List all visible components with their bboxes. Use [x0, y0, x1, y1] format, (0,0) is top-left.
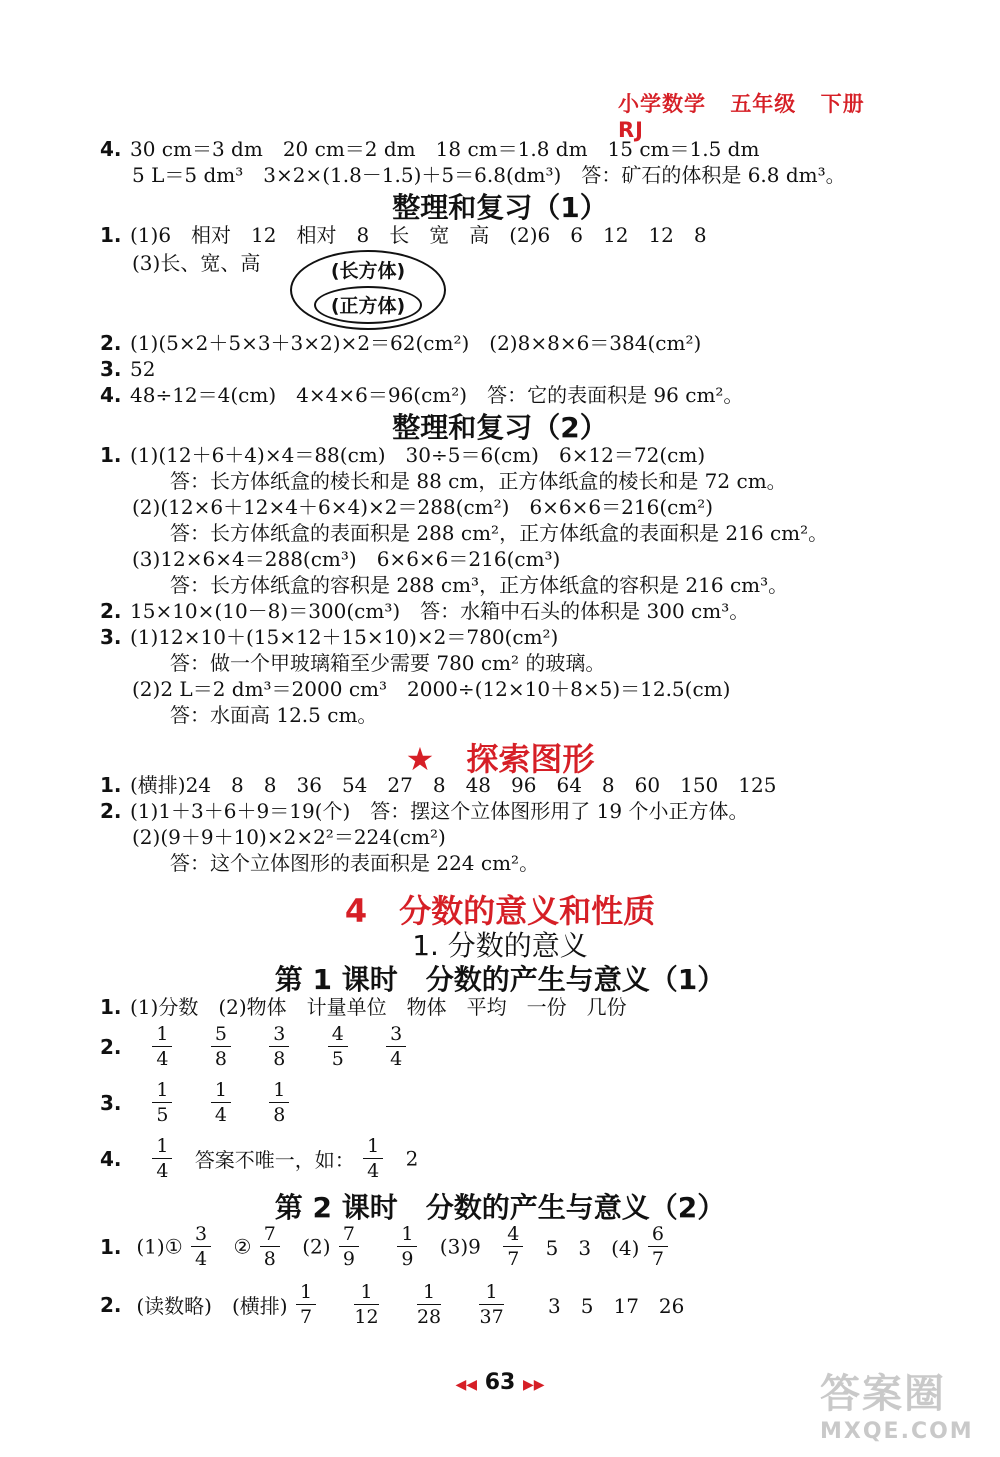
review2-q3-l3: (2)2 L＝2 dm³＝2000 cm³ 2000÷(12×10＋8×5)＝12.5(cm) — [132, 677, 731, 701]
lesson2-q1: 1. (1)① $\frac{3}{4}$ ② $\frac{7}{8}$ (2) $\frac{7}{9}$ $\frac{1}{9}$ (3)9 $\frac{4}{7}$ 5 3 (4) $\frac{6}{7}$ — [100, 1222, 684, 1271]
review2-l3: (2)(12×6＋12×4＋6×4)×2＝288(cm²) 6×6×6＝216(cm²) — [132, 495, 714, 519]
review1-q1-line2: (3)长、宽、高 — [132, 251, 261, 275]
review2-l5: (3)12×6×4＝288(cm³) 6×6×6＝216(cm³) — [132, 547, 561, 571]
next-arrow-icon: ▶▶ — [522, 1377, 545, 1393]
inner-ellipse-label: (正方体) — [330, 295, 406, 317]
review1-q4: 4. 48÷12＝4(cm) 4×4×6＝96(cm²) 答：它的表面积是 96 cm²。 — [100, 383, 744, 407]
fraction: $\frac{1}{37}$ — [479, 1281, 504, 1328]
lesson1-q3: 3. $\frac{1}{5}$ $\frac{1}{4}$ $\frac{1}{8}$ — [100, 1078, 305, 1127]
review2-q2: 2. 15×10×(10－8)＝300(cm³) 答：水箱中石头的体积是 300 cm³。 — [100, 599, 750, 623]
review2-q3-l1: 3. (1)12×10＋(15×12＋15×10)×2＝780(cm²) — [100, 625, 559, 649]
fraction: $\frac{7}{8}$ — [260, 1222, 280, 1271]
review2-l1: 1. (1)(12＋6＋4)×4＝88(cm) 30÷5＝6(cm) 6×12＝72(cm) — [100, 443, 706, 467]
review1-q3: 3. 52 — [100, 357, 156, 381]
prev-arrow-icon: ◀◀ — [455, 1377, 478, 1393]
section-title-review2: 整理和复习（2） — [392, 411, 608, 444]
explore-q2-l2: (2)(9＋9＋10)×2×2²＝224(cm²) — [132, 825, 446, 849]
fraction: $\frac{1}{4}$ — [363, 1134, 383, 1183]
fraction: $\frac{1}{12}$ — [354, 1281, 379, 1328]
fraction: $\frac{3}{8}$ — [269, 1022, 289, 1071]
q4-top-line1: 4. 30 cm＝3 dm 20 cm＝2 dm 18 cm＝1.8 dm 15 cm＝1.5 dm — [100, 137, 760, 161]
fraction: $\frac{4}{7}$ — [503, 1222, 523, 1271]
shape-ellipse-diagram — [290, 250, 446, 330]
fraction: $\frac{1}{4}$ — [152, 1134, 172, 1183]
fraction: $\frac{3}{4}$ — [191, 1222, 211, 1271]
lesson1-q2: 2. $\frac{1}{4}$ $\frac{5}{8}$ $\frac{3}{8}$ $\frac{4}{5}$ $\frac{3}{4}$ — [100, 1022, 422, 1071]
header-edition: RJ — [618, 118, 644, 142]
page-header — [618, 88, 918, 142]
fraction: $\frac{6}{7}$ — [648, 1222, 668, 1271]
fraction: $\frac{1}{4}$ — [152, 1022, 172, 1071]
lesson2-title: 第 2 课时 分数的产生与意义（2） — [274, 1191, 726, 1224]
lesson2-q2: 2. (读数略) (横排) $\frac{1}{7}$ $\frac{1}{12}$ $\frac{1}{28}$ $\frac{1}{37}$ 3 5 17 26 — [100, 1281, 685, 1328]
fraction: $\frac{5}{8}$ — [211, 1022, 231, 1071]
lesson1-title: 第 1 课时 分数的产生与意义（1） — [274, 963, 726, 996]
lesson1-q1: 1. (1)分数 (2)物体 计量单位 物体 平均 一份 几份 — [100, 995, 627, 1019]
review2-l6: 答：长方体纸盒的容积是 288 cm³，正方体纸盒的容积是 216 cm³。 — [170, 573, 789, 597]
fraction: $\frac{7}{9}$ — [339, 1222, 359, 1271]
header-grade: 五年级 — [730, 92, 797, 116]
watermark-logo: 答案圈 — [820, 1371, 946, 1417]
section-title-review1: 整理和复习（1） — [392, 191, 608, 224]
header-volume: 下册 — [820, 92, 865, 116]
review1-q2: 2. (1)(5×2＋5×3＋3×2)×2＝62(cm²) (2)8×8×6＝384(cm²) — [100, 331, 702, 355]
fraction: $\frac{1}{7}$ — [296, 1280, 316, 1329]
fraction: $\frac{1}{8}$ — [269, 1078, 289, 1127]
fraction: $\frac{4}{5}$ — [328, 1022, 348, 1071]
fraction: $\frac{1}{5}$ — [152, 1078, 172, 1127]
review2-l4: 答：长方体纸盒的表面积是 288 cm²，正方体纸盒的表面积是 216 cm²。 — [170, 521, 829, 545]
outer-ellipse-label: (长方体) — [330, 260, 406, 282]
watermark-url: MXQE.COM — [820, 1419, 974, 1444]
review2-q3-l2: 答：做一个甲玻璃箱至少需要 780 cm² 的玻璃。 — [170, 651, 606, 675]
unit-subtitle: 1. 分数的意义 — [412, 929, 588, 962]
review2-q3-l4: 答：水面高 12.5 cm。 — [170, 703, 378, 727]
explore-q2-l1: 2. (1)1＋3＋6＋9＝19(个) 答：摆这个立体图形用了 19 个小正方体。 — [100, 799, 749, 823]
fraction: $\frac{1}{28}$ — [416, 1281, 442, 1328]
header-subject: 小学数学 — [618, 92, 706, 116]
unit-title: 4 分数的意义和性质 — [344, 892, 656, 930]
q4-top-line2: 5 L＝5 dm³ 3×2×(1.8－1.5)＋5＝6.8(dm³) 答：矿石的体积是 6.8 dm³。 — [132, 163, 846, 187]
lesson1-q4: 4. $\frac{1}{4}$ 答案不唯一，如： $\frac{1}{4}$ 2 — [100, 1135, 419, 1182]
section-title-explore: ★ 探索图形 — [405, 740, 595, 778]
fraction: $\frac{1}{4}$ — [211, 1078, 231, 1127]
review2-l2: 答：长方体纸盒的棱长和是 88 cm，正方体纸盒的棱长和是 72 cm。 — [170, 469, 787, 493]
watermark — [820, 1362, 974, 1444]
explore-q2-l3: 答：这个立体图形的表面积是 224 cm²。 — [170, 851, 540, 875]
page-number: 63 — [484, 1370, 516, 1395]
explore-q1: 1. (横排)24 8 8 36 54 27 8 48 96 64 8 60 150 125 — [100, 773, 777, 797]
fraction: $\frac{1}{9}$ — [397, 1222, 417, 1271]
review1-q1-line1: 1. (1)6 相对 12 相对 8 长 宽 高 (2)6 6 12 12 8 — [100, 223, 707, 247]
fraction: $\frac{3}{4}$ — [386, 1022, 406, 1071]
